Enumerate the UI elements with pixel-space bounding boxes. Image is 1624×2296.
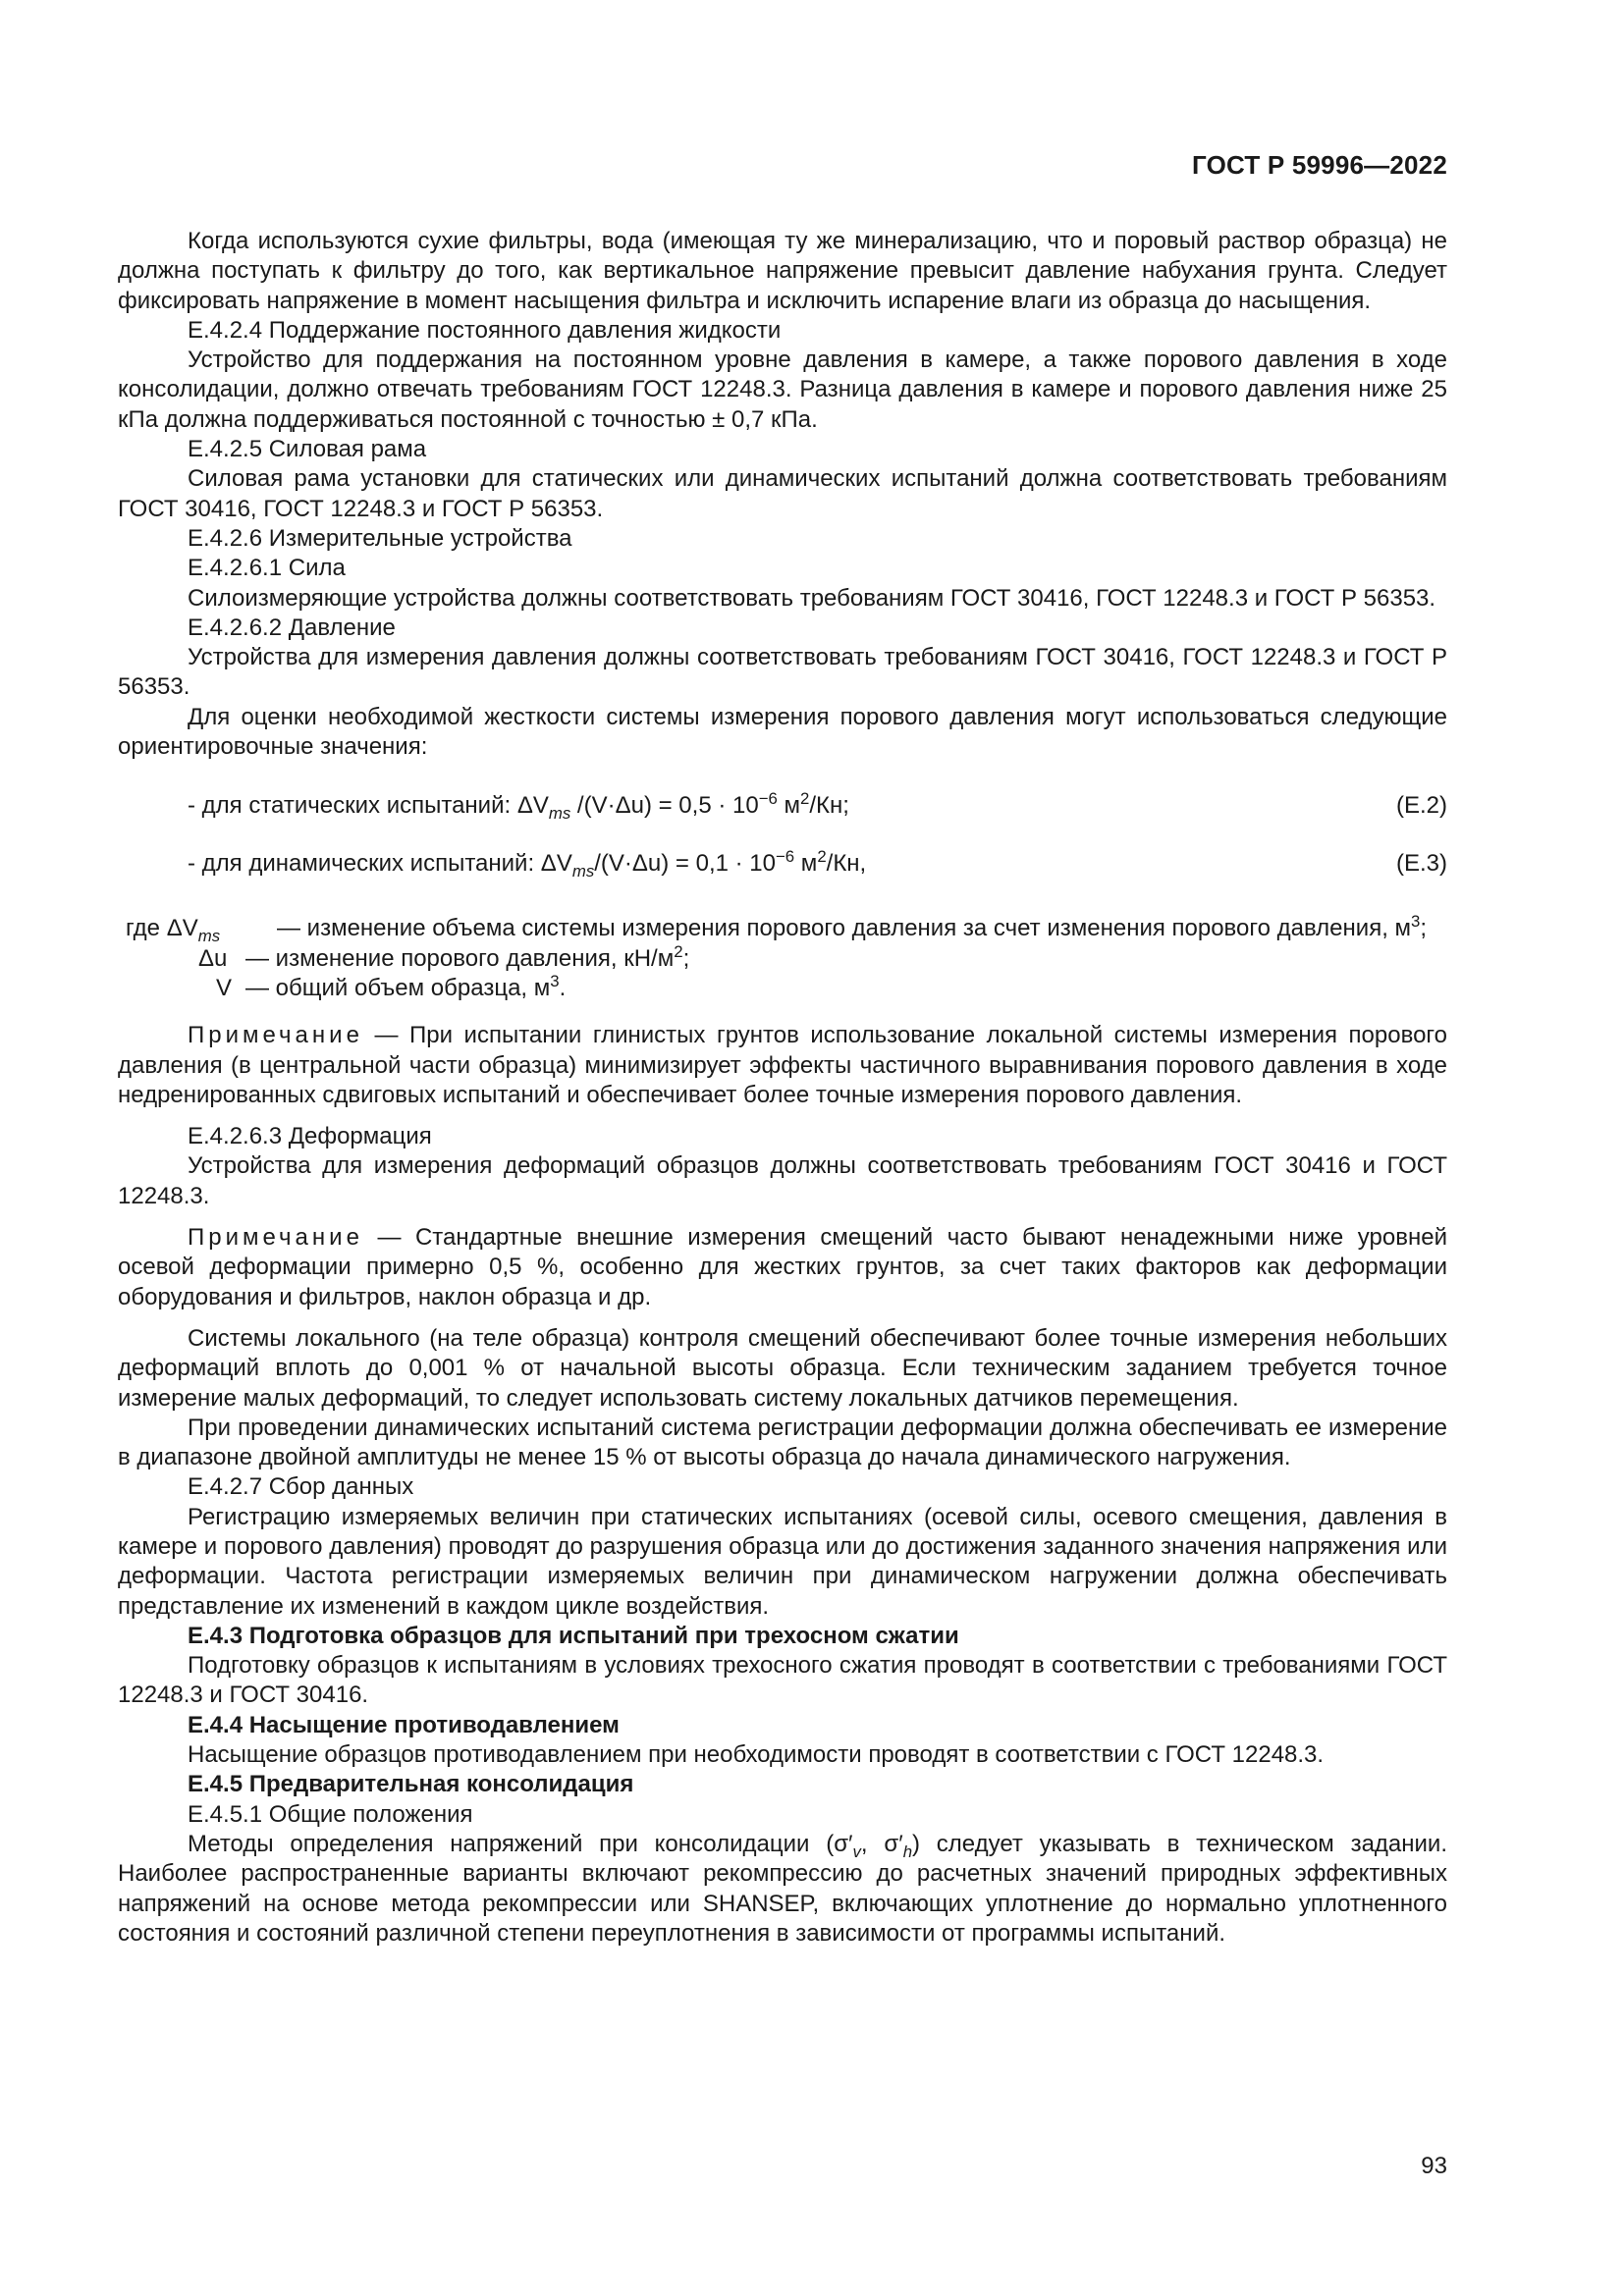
section-heading: Е.4.2.6.3 Деформация (188, 1123, 432, 1150)
section-heading: Е.4.2.5 Силовая рама (188, 436, 427, 463)
where-definition: — общий объем образца, $м^3$. (245, 971, 567, 1001)
note-label: Примечание (188, 1022, 363, 1049)
paragraph: Методы определения напряжений при консолидации ($\sigma'_v$, $\sigma'_h$) следует указывать в техническом задании. Наиболее распространенные варианты включают рекомпрессию до расчетных значений природных эффективных напряжений на основе метода рекомпрессии или SHANSEP, включающих уплотнение до нормально уплотненного состояния и состояний различной степени переуплотнения в зависимости от программы испытаний. (118, 1830, 1448, 1947)
note-label: Примечание (188, 1224, 363, 1252)
where-definition: — изменение порового давления, $кН/м^2$; (245, 941, 690, 972)
paragraph: Системы локального (на теле образца) контроля смещений обеспечивают более точные измерения небольших деформаций вплоть до 0,001 % от начальной высоты образца. Если техническим заданием требуется точное измерение малых деформаций, то следует использовать систему локальных датчиков перемещения. (118, 1324, 1447, 1412)
where-line (118, 941, 1447, 974)
paragraph: При проведении динамических испытаний система регистрации деформации должна обеспечивать ее измерение в диапазоне двойной амплитуды не менее 15 % от высоты образца до начала динамического нагружения. (118, 1414, 1447, 1471)
section-heading: Е.4.5.1 Общие положения (188, 1800, 473, 1828)
formula-e3 (118, 849, 1447, 879)
section-heading: Е.4.2.6 Измерительные устройства (188, 524, 572, 552)
document-header: ГОСТ Р 59996—2022 (1192, 150, 1447, 180)
section-heading: Е.4.4 Насыщение противодавлением (188, 1711, 620, 1738)
formula-number: (Е.2) (1395, 792, 1447, 820)
paragraph: Когда используются сухие фильтры, вода (имеющая ту же минерализацию, что и поровый раствор образца) не должна поступать к фильтру до того, как вертикальное напряжение превысит давление набухания грунта. Следует фиксировать напряжение в момент насыщения фильтра и исключить испарение влаги из образца до насыщения. (118, 228, 1447, 314)
page-number: 93 (1421, 2153, 1447, 2179)
paragraph: Устройства для измерения давления должны соответствовать требованиям ГОСТ 30416, ГОСТ 12248.3 и ГОСТ Р 56353. (118, 644, 1447, 701)
section-heading: Е.4.2.6.2 Давление (188, 614, 396, 641)
where-symbol: Δu (198, 944, 228, 972)
section-heading: Е.4.5 Предварительная консолидация (188, 1771, 634, 1798)
formula-text: - для динамических испытаний: $\Delta V_{ms}/(V\cdot\Delta u) = 0,1 \cdot 10^{-6}$ $м^2/Кн$, (188, 847, 867, 881)
section-heading: Е.4.2.6.1 Сила (188, 555, 346, 582)
note-text: — Стандартные внешние измерения смещений часто бывают ненадежными ниже уровней осевой деформации примерно 0,5 %, особенно для жестких грунтов, за счет таких факторов как деформации оборудования и фильтров, наклон образца и др. (118, 1224, 1447, 1310)
formula-number: (Е.3) (1395, 850, 1447, 878)
note-text: — При испытании глинистых грунтов использование локальной системы измерения порового давления (в центральной части образца) минимизирует эффекты частичного выравнивания порового давления в ходе недренированных сдвиговых испытаний и обеспечивает более точные измерения порового давления. (118, 1022, 1447, 1108)
paragraph: Насыщение образцов противодавлением при необходимости проводят в соответствии с ГОСТ 12248.3. (188, 1741, 1325, 1769)
note (118, 1223, 1447, 1312)
paragraph: Устройства для измерения деформаций образцов должны соответствовать требованиям ГОСТ 30416 и ГОСТ 12248.3. (118, 1152, 1447, 1209)
paragraph: Силовая рама установки для статических или динамических испытаний должна соответствовать требованиям ГОСТ 30416, ГОСТ 12248.3 и ГОСТ Р 56353. (118, 465, 1447, 522)
paragraph: Устройство для поддержания на постоянном уровне давления в камере, а также порового давления в ходе консолидации, должно отвечать требованиям ГОСТ 12248.3. Разница давления в камере и порового давления ниже 25 кПа должна поддерживаться постоянной с точностью ± 0,7 кПа. (118, 347, 1447, 433)
where-line (118, 912, 1447, 946)
where-definition: — изменение объема системы измерения порового давления за счет изменения порового давления, $м^3$; (277, 912, 1428, 942)
note (118, 1021, 1447, 1110)
paragraph: Регистрацию измеряемых величин при статических испытаниях (осевой силы, осевого смещения, давления в камере и порового давления) проводят до разрушения образца или до достижения заданного значения напряжения или деформации. Частота регистрации измеряемых величин при динамическом нагружении должна обеспечивать представление их изменений в каждом цикле воздействия. (118, 1503, 1447, 1620)
formula-text: - для статических испытаний: $\Delta V_{ms}$ $/(V\cdot\Delta u) = 0,5 \cdot 10^{-6}$ $м^2/Кн$; (188, 789, 849, 824)
paragraph: Силоизмеряющие устройства должны соответствовать требованиям ГОСТ 30416, ГОСТ 12248.3 и ГОСТ Р 56353. (188, 584, 1436, 612)
document-body (118, 227, 1447, 1949)
section-heading: Е.4.2.4 Поддержание постоянного давления жидкости (188, 316, 782, 344)
section-heading: Е.4.3 Подготовка образцов для испытаний при трехосном сжатии (188, 1622, 959, 1649)
where-line (118, 971, 1447, 1003)
where-symbol: V (216, 974, 233, 1001)
paragraph: Для оценки необходимой жесткости системы измерения порового давления могут использоваться следующие ориентировочные значения: (118, 703, 1447, 761)
section-heading: Е.4.2.7 Сбор данных (188, 1473, 414, 1501)
where-symbol: где $\Delta V_{ms}$ (126, 915, 221, 946)
formula-e2 (118, 789, 1447, 824)
paragraph: Подготовку образцов к испытаниям в условиях трехосного сжатия проводят в соответствии с требованиями ГОСТ 12248.3 и ГОСТ 30416. (118, 1652, 1447, 1709)
